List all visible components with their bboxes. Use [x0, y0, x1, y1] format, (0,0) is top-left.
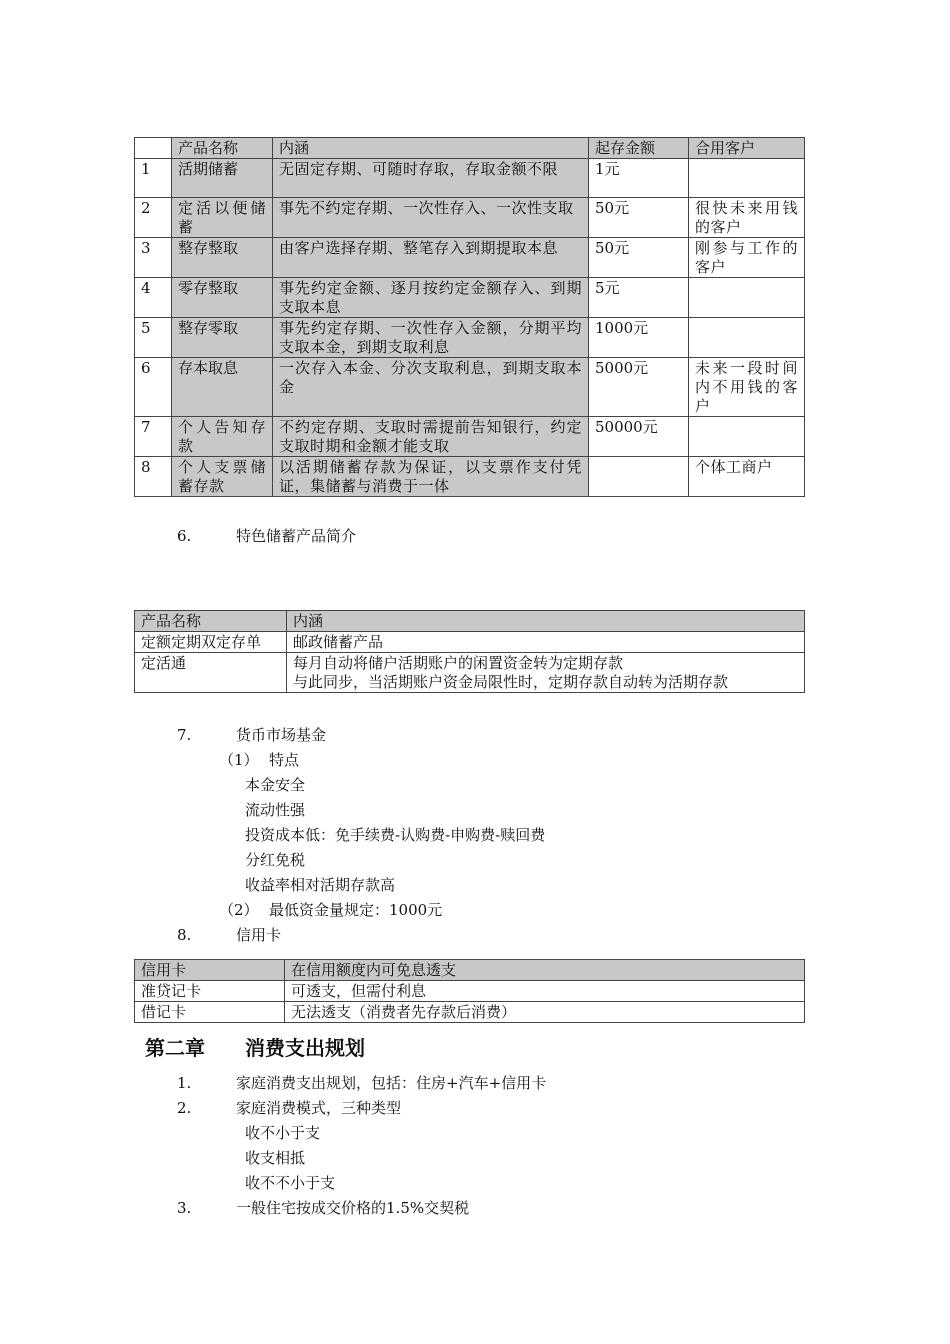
special-products-table — [134, 610, 805, 693]
section-number: 8. — [177, 926, 192, 944]
product-content: 事先不约定存期、一次性存入、一次性支取 — [273, 198, 589, 238]
min-deposit: 5000元 — [589, 358, 689, 417]
table-header-row — [135, 138, 805, 159]
section-number: 7. — [177, 726, 192, 744]
header-min-deposit: 起存金额 — [589, 138, 689, 159]
table-row — [135, 457, 805, 497]
subsection-number: （2） — [219, 901, 259, 919]
min-deposit: 1000元 — [589, 318, 689, 358]
card-types-table — [134, 959, 805, 1023]
product-name: 个人支票储蓄存款 — [172, 457, 273, 497]
table-row — [135, 358, 805, 417]
min-deposit: 50元 — [589, 238, 689, 278]
table-row — [135, 318, 805, 358]
target-client: 未来一段时间内不用钱的客户 — [689, 358, 805, 417]
bullet-item: 本金安全 — [245, 776, 306, 794]
list-number: 3. — [177, 1199, 192, 1217]
bullet-item: 分红免税 — [245, 851, 306, 869]
header-cell-blank — [135, 138, 172, 159]
subsection-number: （1） — [219, 751, 259, 769]
bullet-item: 收支相抵 — [245, 1149, 306, 1167]
bullet-item: 收益率相对活期存款高 — [245, 876, 396, 894]
row-number: 8 — [135, 457, 172, 497]
target-client — [689, 278, 805, 318]
product-name: 定额定期双定存单 — [135, 632, 287, 653]
target-client: 很快未来用钱的客户 — [689, 198, 805, 238]
table-row — [135, 159, 805, 198]
table-row — [135, 981, 805, 1002]
target-client: 个体工商户 — [689, 457, 805, 497]
row-number: 4 — [135, 278, 172, 318]
min-deposit: 1元 — [589, 159, 689, 198]
section-title: 信用卡 — [236, 926, 282, 944]
product-content: 由客户选择存期、整笔存入到期提取本息 — [273, 238, 589, 278]
min-deposit: 50元 — [589, 198, 689, 238]
product-name: 定活通 — [135, 653, 287, 693]
chapter-title: 消费支出规划 — [245, 1036, 365, 1060]
product-content — [287, 653, 805, 693]
list-item: 一般住宅按成交价格的1.5%交契税 — [236, 1199, 470, 1217]
section-title: 货币市场基金 — [236, 726, 327, 744]
product-content: 以活期储蓄存款为保证，以支票作支付凭证，集储蓄与消费于一体 — [273, 457, 589, 497]
bullet-item: 收不小于支 — [245, 1124, 321, 1142]
row-number: 1 — [135, 159, 172, 198]
bullet-item: 收不不小于支 — [245, 1174, 336, 1192]
bullet-item: 投资成本低：免手续费-认购费-申购费-赎回费 — [245, 826, 546, 844]
target-client: 刚参与工作的客户 — [689, 238, 805, 278]
header-product-name: 产品名称 — [135, 611, 287, 632]
card-description: 可透支，但需付利息 — [285, 981, 805, 1002]
table-row — [135, 632, 805, 653]
header-content: 内涵 — [287, 611, 805, 632]
row-number: 3 — [135, 238, 172, 278]
table-row — [135, 417, 805, 457]
card-name: 准贷记卡 — [135, 981, 285, 1002]
card-description: 在信用额度内可免息透支 — [285, 960, 805, 981]
table-header-row — [135, 960, 805, 981]
list-number: 2. — [177, 1099, 192, 1117]
chapter-number: 第二章 — [145, 1036, 205, 1060]
target-client — [689, 159, 805, 198]
content-line: 与此同步，当活期账户资金局限性时，定期存款自动转为活期存款 — [293, 673, 729, 691]
min-deposit: 5元 — [589, 278, 689, 318]
card-name: 信用卡 — [135, 960, 285, 981]
list-number: 1. — [177, 1074, 192, 1092]
card-name: 借记卡 — [135, 1002, 285, 1023]
subsection-title: 最低资金量规定：1000元 — [269, 901, 443, 919]
section-title: 特色储蓄产品简介 — [236, 527, 357, 545]
table-row — [135, 238, 805, 278]
product-content: 事先约定存期、一次性存入金额，分期平均支取本金，到期支取利息 — [273, 318, 589, 358]
product-name: 活期储蓄 — [172, 159, 273, 198]
product-name: 个人告知存款 — [172, 417, 273, 457]
content-line: 邮政储蓄产品 — [293, 633, 384, 651]
row-number: 6 — [135, 358, 172, 417]
header-target-client: 合用客户 — [689, 138, 805, 159]
target-client — [689, 417, 805, 457]
table-row — [135, 198, 805, 238]
list-item: 家庭消费模式，三种类型 — [236, 1099, 402, 1117]
product-content: 无固定存期、可随时存取，存取金额不限 — [273, 159, 589, 198]
product-name: 零存整取 — [172, 278, 273, 318]
product-content: 事先约定金额、逐月按约定金额存入、到期支取本息 — [273, 278, 589, 318]
list-item: 家庭消费支出规划，包括：住房+汽车+信用卡 — [236, 1074, 547, 1092]
min-deposit — [589, 457, 689, 497]
product-name: 整存零取 — [172, 318, 273, 358]
table-header-row — [135, 611, 805, 632]
subsection-title: 特点 — [269, 751, 300, 769]
section-number: 6. — [177, 527, 192, 545]
content-line: 每月自动将储户活期账户的闲置资金转为定期存款 — [293, 654, 624, 672]
row-number: 7 — [135, 417, 172, 457]
row-number: 2 — [135, 198, 172, 238]
min-deposit: 50000元 — [589, 417, 689, 457]
table-row — [135, 278, 805, 318]
card-description: 无法透支（消费者先存款后消费） — [285, 1002, 805, 1023]
target-client — [689, 318, 805, 358]
table-row — [135, 1002, 805, 1023]
product-content — [287, 632, 805, 653]
product-name: 定活以便储蓄 — [172, 198, 273, 238]
table-row — [135, 653, 805, 693]
product-content: 不约定存期、支取时需提前告知银行，约定支取时期和金额才能支取 — [273, 417, 589, 457]
header-product-name: 产品名称 — [172, 138, 273, 159]
savings-products-table — [134, 137, 805, 497]
product-name: 存本取息 — [172, 358, 273, 417]
product-name: 整存整取 — [172, 238, 273, 278]
row-number: 5 — [135, 318, 172, 358]
bullet-item: 流动性强 — [245, 801, 306, 819]
header-content: 内涵 — [273, 138, 589, 159]
product-content: 一次存入本金、分次支取利息，到期支取本金 — [273, 358, 589, 417]
